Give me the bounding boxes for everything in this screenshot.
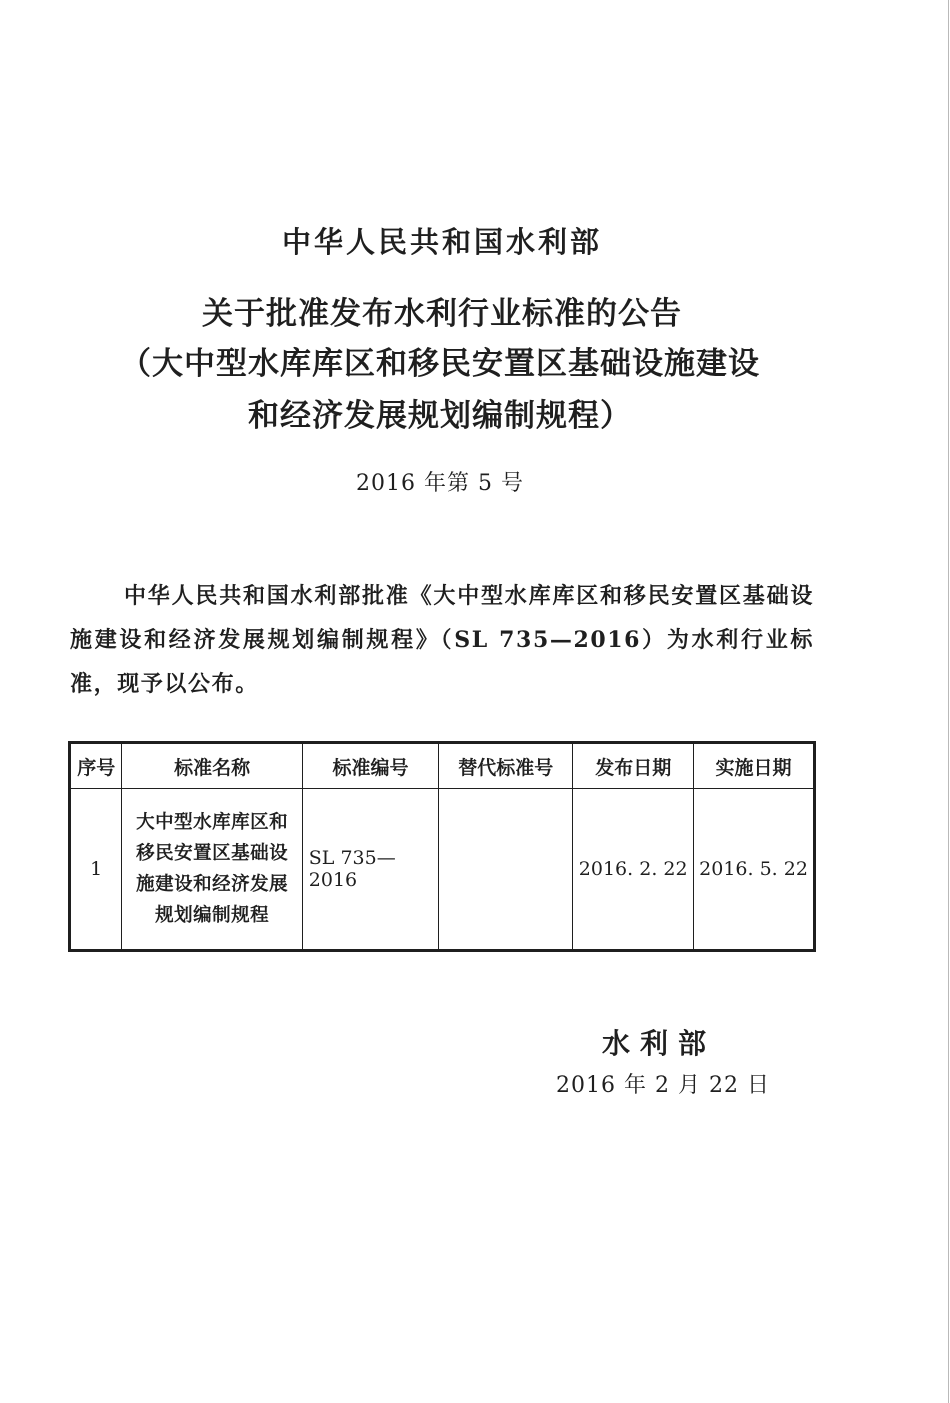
cell-serial-no: 1 <box>70 789 122 951</box>
table-row <box>70 789 815 951</box>
signature-date: 2016 年 2 月 22 日 <box>556 1073 770 1098</box>
header-standard-code: 标准编号 <box>302 743 439 789</box>
header-publish-date: 发布日期 <box>573 743 694 789</box>
announcement-title-line-3: 和经济发展规划编制规程） <box>248 398 632 434</box>
announcement-body: 中华人民共和国水利部批准《大中型水库库区和移民安置区基础设施建设和经济发展规划编制规程》（SL 735—2016）为水利行业标准，现予以公布。 <box>70 583 814 697</box>
document-number: 2016 年第 5 号 <box>356 471 524 496</box>
cell-publish-date: 2016. 2. 22 <box>573 789 694 951</box>
table-header-row <box>70 743 815 789</box>
cell-replaced-standard <box>439 789 573 951</box>
signature-organization: 水利部 <box>602 1027 717 1060</box>
standard-name-line: 移民安置区基础设 <box>136 843 289 864</box>
standard-name-line: 施建设和经济发展 <box>136 874 289 895</box>
standard-name-line: 大中型水库库区和 <box>136 812 289 833</box>
standards-table <box>68 741 816 952</box>
header-implement-date: 实施日期 <box>694 743 815 789</box>
standard-name-line: 规划编制规程 <box>155 905 270 926</box>
cell-implement-date: 2016. 5. 22 <box>694 789 815 951</box>
header-serial-no: 序号 <box>70 743 122 789</box>
cell-standard-name <box>122 789 302 951</box>
issuer-heading: 中华人民共和国水利部 <box>281 225 602 259</box>
announcement-title-line-1: 关于批准发布水利行业标准的公告 <box>202 296 682 332</box>
announcement-title-line-2: （大中型水库库区和移民安置区基础设施建设 <box>120 346 760 382</box>
header-replaced-standard: 替代标准号 <box>439 743 573 789</box>
cell-standard-code: SL 735—2016 <box>302 789 439 951</box>
header-standard-name: 标准名称 <box>122 743 302 789</box>
